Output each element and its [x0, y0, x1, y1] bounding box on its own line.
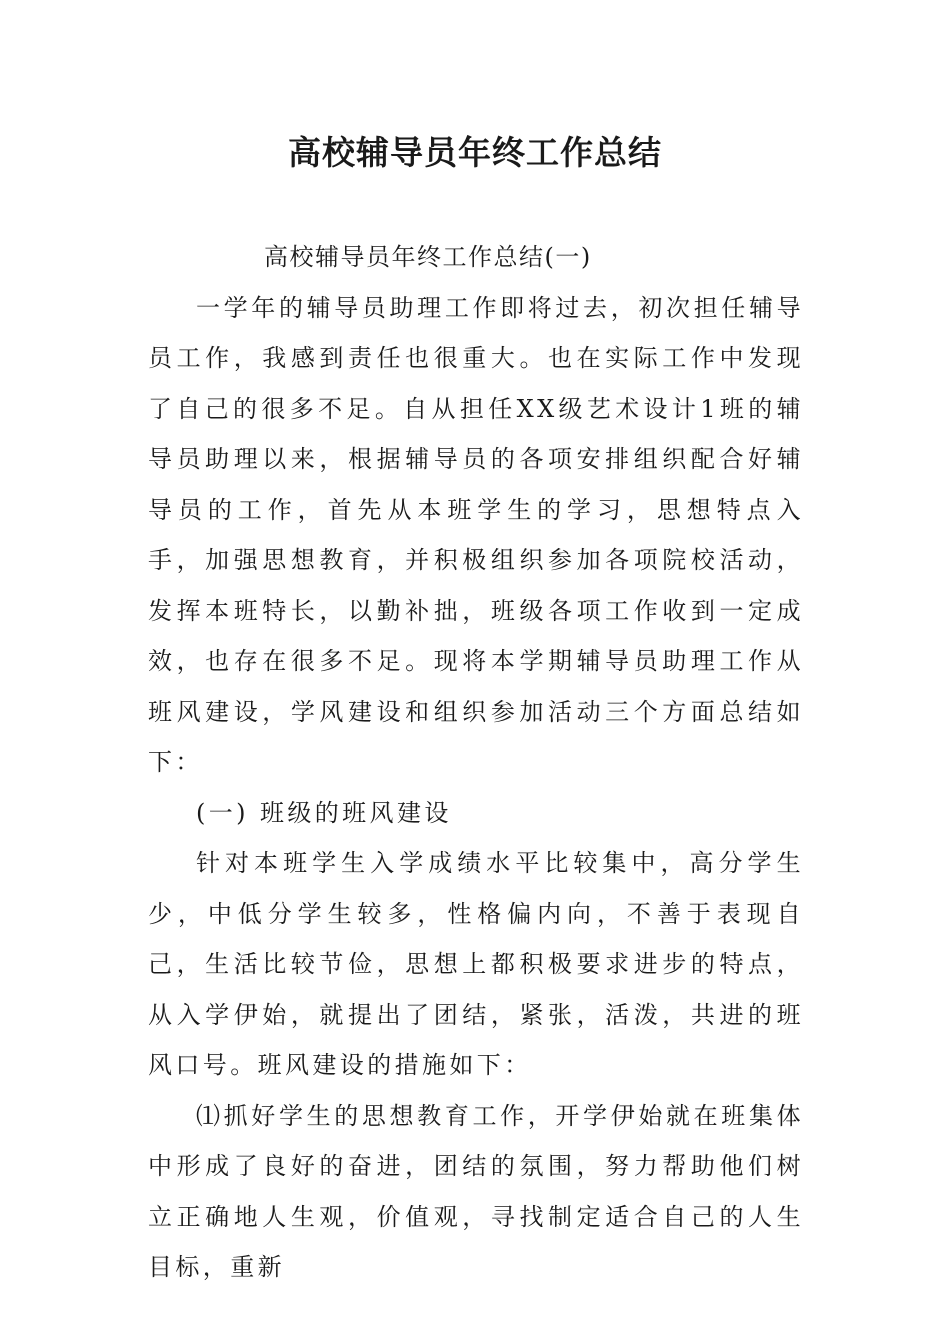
paragraph-measure-1: ⑴抓好学生的思想教育工作，开学伊始就在班集体中形成了良好的奋进，团结的氛围，努力帮助他们树立正确地人生观，价值观，寻找制定适合自己的人生目标，重新	[148, 1101, 804, 1281]
document-body	[148, 232, 804, 1293]
document-subtitle: 高校辅导员年终工作总结(一)	[264, 243, 592, 271]
document-title: 高校辅导员年终工作总结	[288, 133, 662, 172]
paragraph-intro: 一学年的辅导员助理工作即将过去，初次担任辅导员工作，我感到责任也很重大。也在实际工作中发现了自己的很多不足。自从担任XX级艺术设计1班的辅导员助理以来，根据辅导员的各项安排组织配合好辅导员的工作，首先从本班学生的学习，思想特点入手，加强思想教育，并积极组织参加各项院校活动，发挥本班特长，以勤补拙，班级各项工作收到一定成效，也存在很多不足。现将本学期辅导员助理工作从班风建设，学风建设和组织参加活动三个方面总结如下：	[148, 293, 804, 776]
paragraph-class-style: 针对本班学生入学成绩水平比较集中，高分学生少，中低分学生较多，性格偏内向，不善于表现自己，生活比较节俭，思想上都积极要求进步的特点，从入学伊始，就提出了团结，紧张，活泼，共进的班风口号。班风建设的措施如下：	[148, 849, 804, 1079]
section-heading-class-style: (一) 班级的班风建设	[196, 798, 452, 827]
